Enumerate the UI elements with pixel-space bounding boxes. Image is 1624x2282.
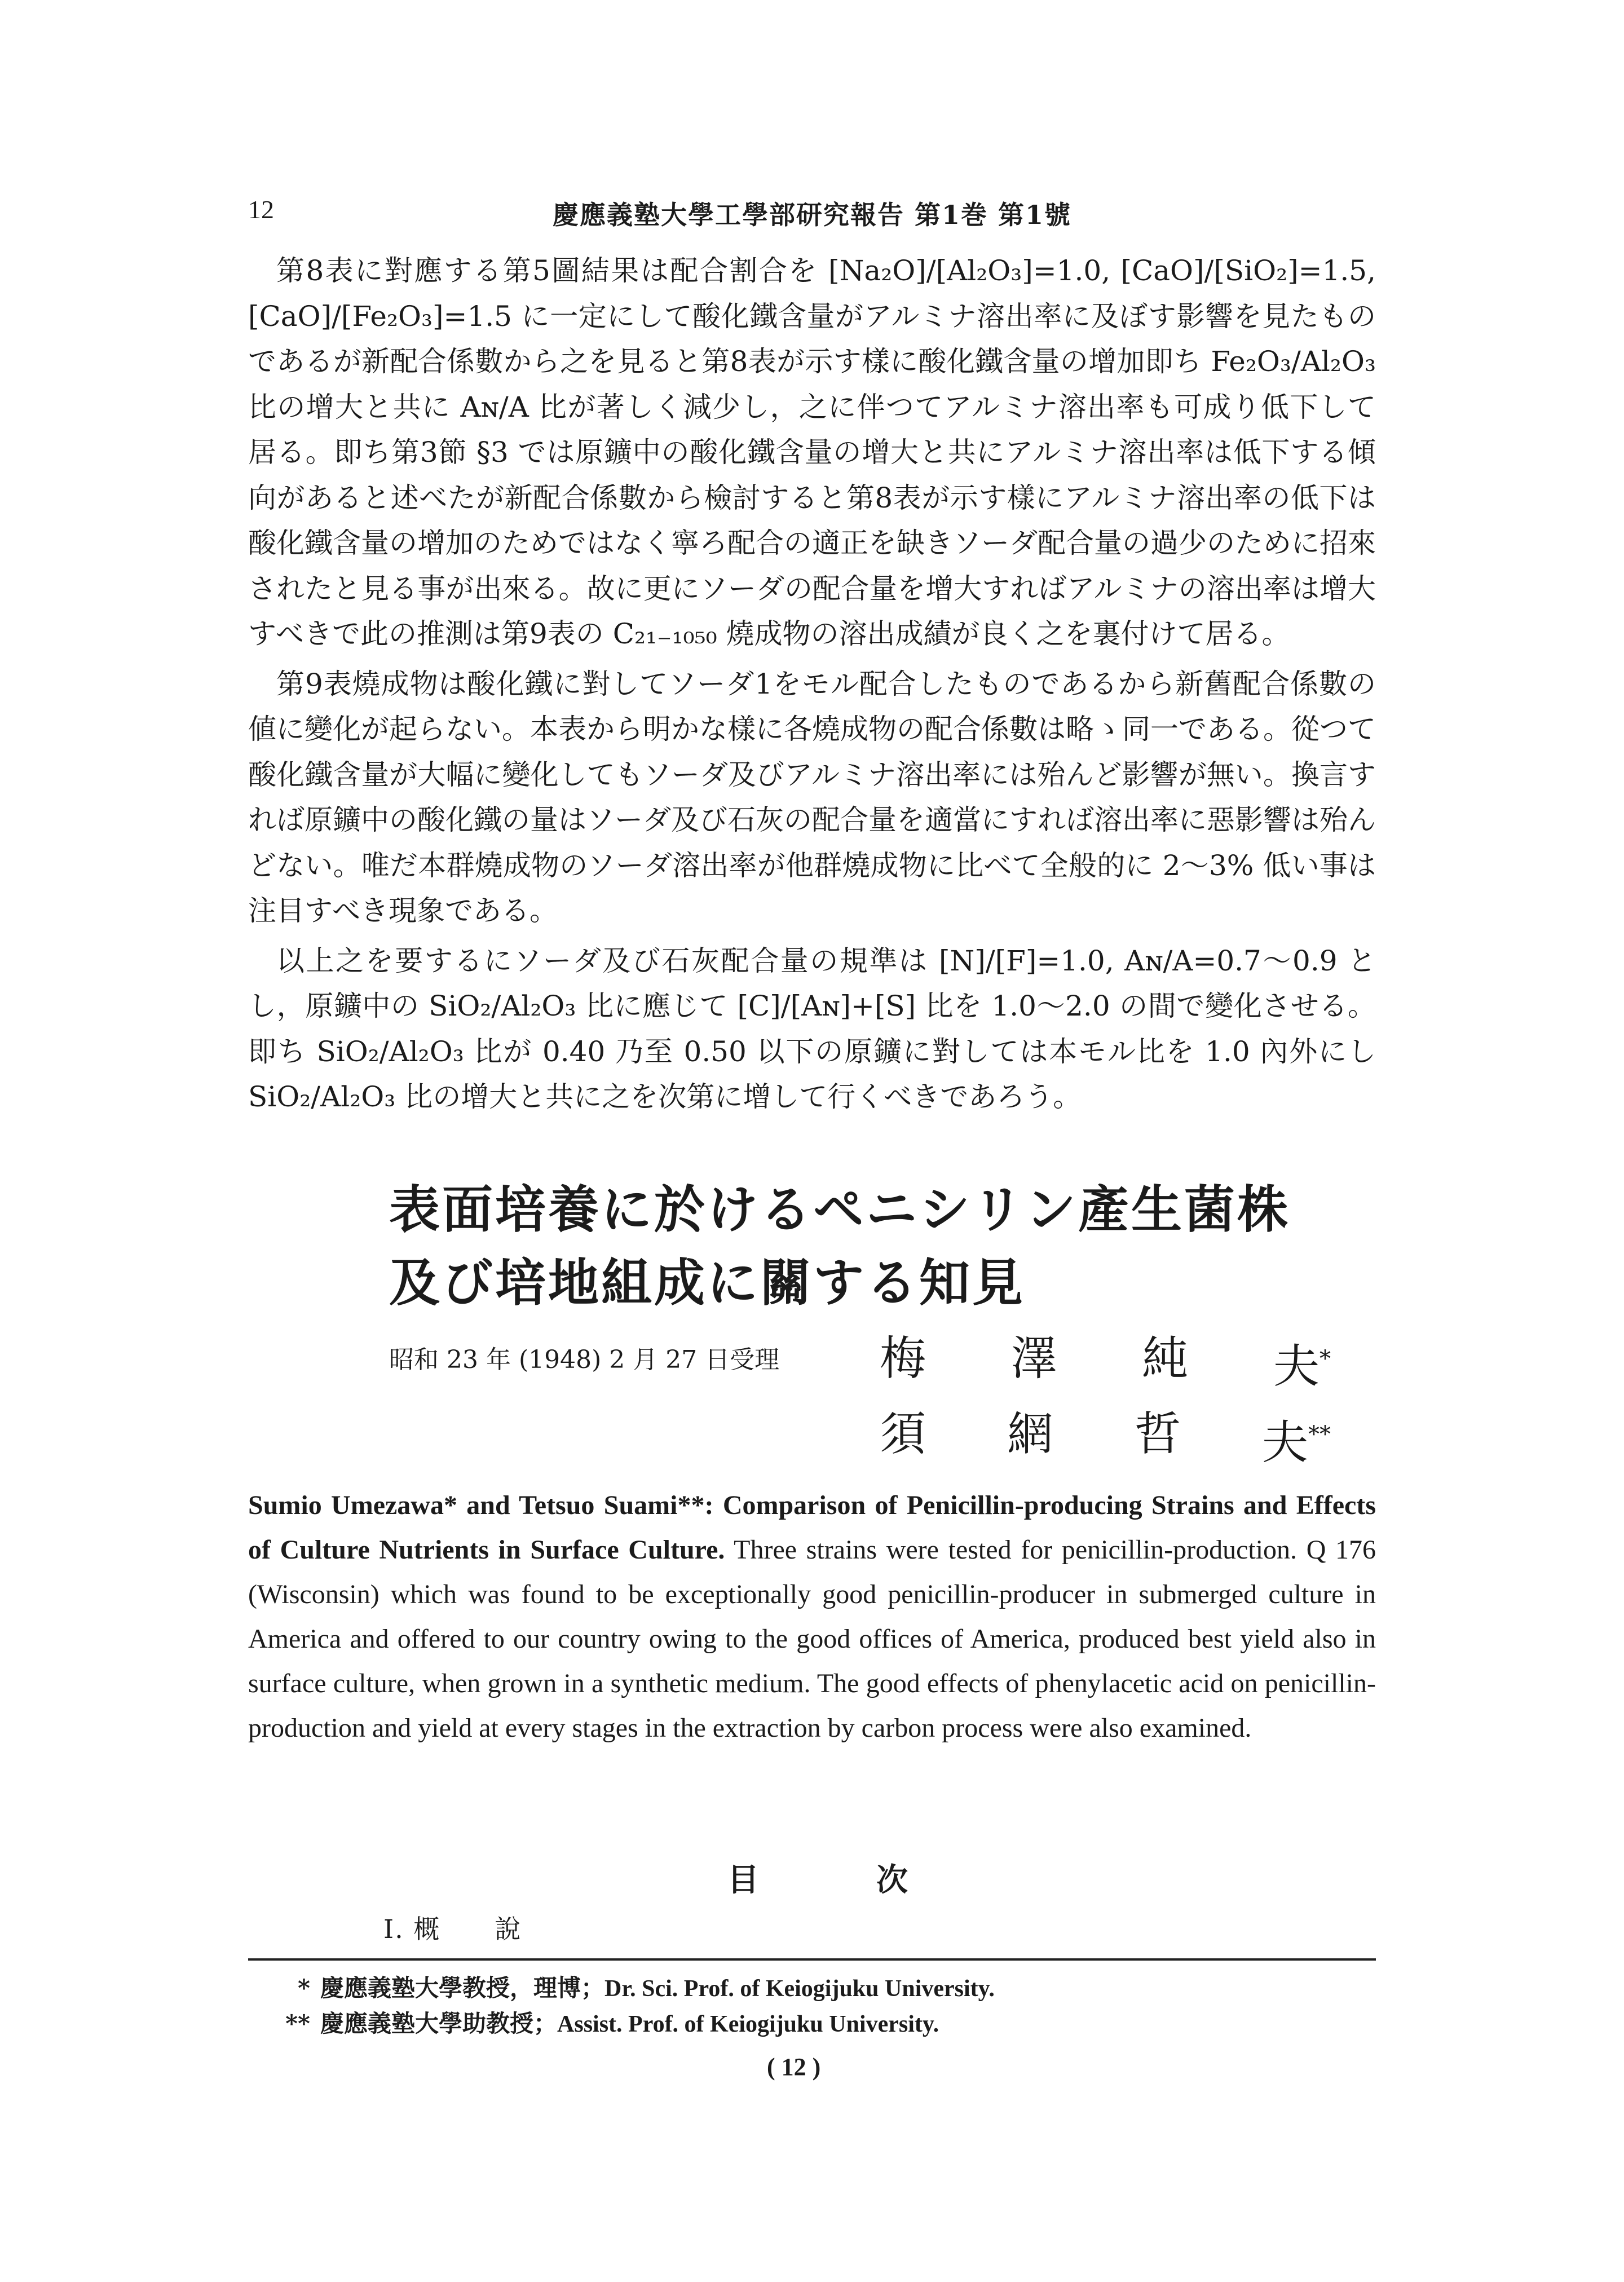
footnote: ** 慶應義塾大學助教授；Assist. Prof. of Keiogijuku University. bbox=[285, 2010, 939, 2037]
abstract-text: Three strains were tested for penicillin-production. Q 176 (Wisconsin) which was found to be exceptionally good penicillin-producer in submerged culture in America and offered to our country owing to the good offices of America, produced best yield also in surface culture, when grown in a synthetic medium. The good effects of phenylacetic acid on penicillin-production and yield at every stages in the extraction by carbon process were also examined. bbox=[248, 1535, 1376, 1743]
toc-item: I. 概 說 bbox=[383, 1914, 522, 1944]
footnote: * 慶應義塾大學教授，理博；Dr. Sci. Prof. of Keiogijuku University. bbox=[298, 1974, 995, 2002]
author-names bbox=[880, 1325, 1331, 1477]
body-paragraph: 第8表に對應する第5圖結果は配合割合を [Na₂O]/[Al₂O₃]=1.0, [CaO]/[SiO₂]=1.5, [CaO]/[Fe₂O₃]=1.5 に一定にして酸化鐵含量がアルミナ溶出率に及ぼす影響を見たものであるが新配合係數から之を見ると第8表が示す樣に酸化鐵含量の增加即ち Fe₂O₃/Al₂O₃ 比の增大と共に Aɴ/A 比が著しく減少し，之に伴つてアルミナ溶出率も可成り低下して居る。即ち第3節 §3 では原鑛中の酸化鐵含量の增大と共にアルミナ溶出率は低下する傾向があると述べたが新配合係數から檢討すると第8表が示す樣にアルミナ溶出率の低下は酸化鐵含量の增加のためではなく寧ろ配合の適正を缺きソーダ配合量の過少のために招來されたと見る事が出來る。故に更にソーダの配合量を增大すればアルミナの溶出率は增大すべきで此の推測は第9表の C₂₁₋₁₀₅₀ 燒成物の溶出成績が良く之を裏付けて居る。 bbox=[248, 254, 1376, 650]
body-text bbox=[248, 248, 1376, 1120]
abstract-title: Comparison of Penicillin-producing Strains and Effects of Culture Nutrients in Surface Culture. bbox=[248, 1490, 1376, 1565]
footnote-divider bbox=[248, 1958, 1376, 1961]
article-title bbox=[389, 1173, 1291, 1319]
running-header bbox=[248, 195, 1376, 234]
abstract-authors: Sumio Umezawa* and Tetsuo Suami** bbox=[248, 1490, 705, 1520]
header-page-number: 12 bbox=[248, 195, 274, 224]
footnote-mark: * bbox=[1319, 1346, 1331, 1372]
footnotes bbox=[265, 1971, 1365, 2042]
body-paragraph: 第9表燒成物は酸化鐵に對してソーダ1をモル配合したものであるから新舊配合係數の値に變化が起らない。本表から明かな樣に各燒成物の配合係數は略ゝ同一である。從つて酸化鐵含量が大幅に變化してもソーダ及びアルミナ溶出率には殆んど影響が無い。換言すれば原鑛中の酸化鐵の量はソーダ及び石灰の配合量を適當にすれば溶出率に惡影響は殆んどない。唯だ本群燒成物のソーダ溶出率が他群燒成物に比べて全般的に 2〜3% 低い事は注目すべき現象である。 bbox=[248, 667, 1376, 927]
title-line: 表面培養に於けるペニシリン產生菌株 bbox=[389, 1180, 1290, 1239]
title-line: 及び培地組成に關する知見 bbox=[389, 1253, 1025, 1313]
author-umezawa: 梅 澤 純 夫* bbox=[880, 1332, 1331, 1394]
received-date: 昭和 23 年 (1948) 2 月 27 日受理 bbox=[389, 1345, 780, 1374]
toc-heading: 目 次 bbox=[727, 1861, 908, 1899]
body-paragraph: 以上之を要するにソーダ及び石灰配合量の規準は [N]/[F]=1.0, Aɴ/A=0.7〜0.9 とし，原鑛中の SiO₂/Al₂O₃ 比に應じて [C]/[Aɴ]+[S] 比を 1.0〜2.0 の間で變化させる。即ち SiO₂/Al₂O₃ 比が 0.40 乃至 0.50 以下の原鑛に對しては本モル比を 1.0 內外にし SiO₂/Al₂O₃ 比の增大と共に之を次第に增して行くべきであろう。 bbox=[248, 944, 1376, 1113]
page-number-footer: ( 12 ) bbox=[767, 2053, 821, 2081]
english-abstract: Sumio Umezawa* and Tetsuo Suami**: Comparison of Penicillin-producing Strains and Effects of Culture Nutrients in Surface Culture. Three strains were tested for penicillin-production. Q 176 (Wisconsin) which was found to be exceptionally good penicillin-producer in submerged culture in America and offered to our country owing to the good offices of America, produced best yield also in surface culture, when grown in a synthetic medium. The good effects of phenylacetic acid on penicillin-production and yield at every stages in the extraction by carbon process were also examined. bbox=[248, 1490, 1376, 1743]
author-suami: 須 網 哲 夫** bbox=[880, 1407, 1331, 1469]
footnote-mark: ** bbox=[1308, 1422, 1331, 1448]
journal-title: 慶應義塾大學工學部研究報告 第1巻 第1號 bbox=[553, 200, 1072, 230]
